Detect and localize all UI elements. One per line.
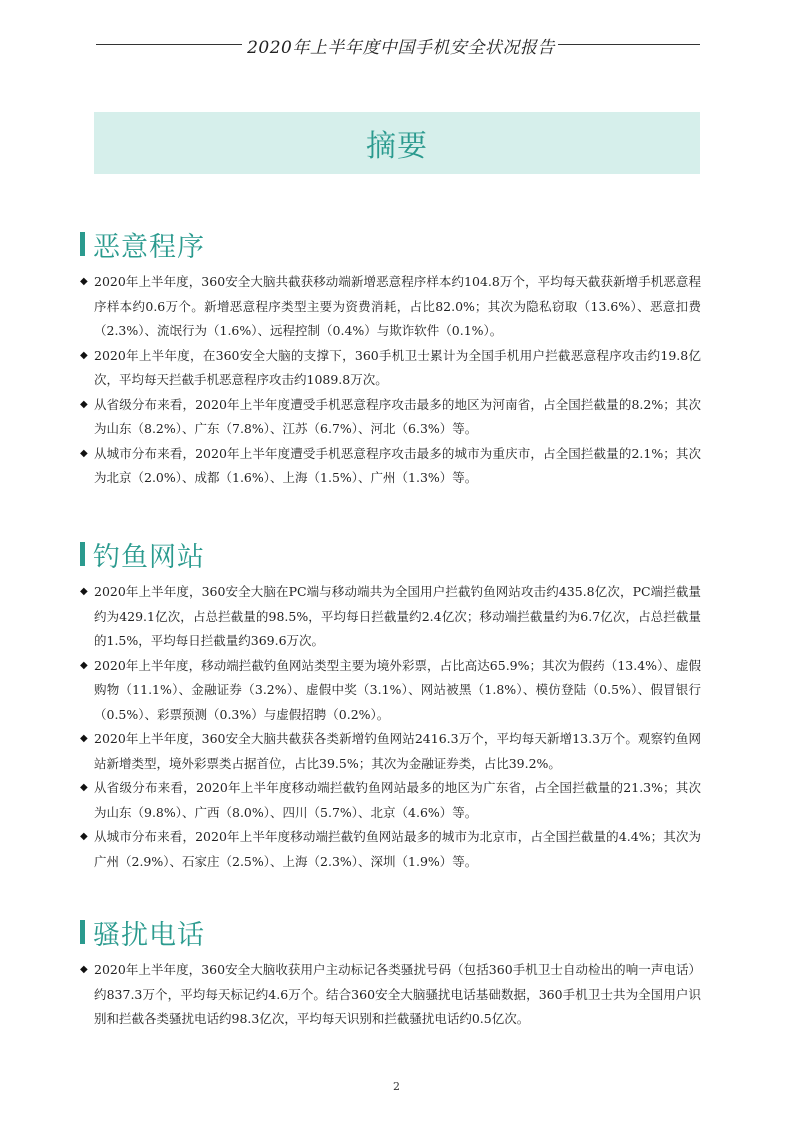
section-heading — [80, 228, 702, 263]
bullet-text: 从城市分布来看，2020年上半年度遭受手机恶意程序攻击最多的城市为重庆市，占全国拦截量的2.1%；其次为北京（2.0%）、成都（1.6%）、上海（1.5%）、广州（1.3%）等。 — [94, 445, 701, 485]
list-item — [80, 727, 702, 776]
diamond-bullet-icon: ◆ — [80, 964, 88, 975]
diamond-bullet-icon: ◆ — [80, 447, 88, 459]
diamond-bullet-icon: ◆ — [80, 782, 88, 793]
section-heading — [80, 538, 702, 573]
bullet-text: 2020年上半年度，360安全大脑共截获移动端新增恶意程序样本约104.8万个，平均每天截获新增手机恶意程序样本约0.6万个。新增恶意程序类型主要为资费消耗，占比82.0%；其次为隐私窃取（13.6%）、恶意扣费（2.3%）、流氓行为（1.6%）、远程控制（0.4%）与欺诈软件（0.1%）。 — [94, 274, 701, 338]
header-rule-right — [558, 44, 700, 45]
section-heading — [80, 916, 702, 951]
list-item — [80, 776, 702, 825]
summary-banner — [94, 112, 700, 174]
diamond-bullet-icon: ◆ — [80, 586, 88, 597]
section-title: 恶意程序 — [93, 231, 205, 263]
diamond-bullet-icon: ◆ — [80, 276, 88, 287]
bullet-text: 2020年上半年度，360安全大脑收获用户主动标记各类骚扰号码（包括360手机卫士自动检出的响一声电话）约837.3万个，平均每天标记约4.6万个。结合360安全大脑骚扰电话基础数据，360手机卫士共为全国用户识别和拦截各类骚扰电话约98.3亿次，平均每天识别和拦截骚扰电话约0.5亿次。 — [94, 962, 701, 1026]
diamond-bullet-icon: ◆ — [80, 398, 88, 410]
list-item — [80, 958, 702, 1032]
bullet-text: 2020年上半年度，移动端拦截钓鱼网站类型主要为境外彩票，占比高达65.9%；其次为假药（13.4%）、虚假购物（11.1%）、金融证券（3.2%）、虚假中奖（3.1%）、网站被黑（1.8%）、模仿登陆（0.5%）、假冒银行（0.5%）、彩票预测（0.3%）与虚假招聘（0.2%）。 — [94, 657, 701, 722]
bullet-text: 从省级分布来看，2020年上半年度移动端拦截钓鱼网站最多的地区为广东省，占全国拦截量的21.3%；其次为山东（9.8%）、广西（8.0%）、四川（5.7%）、北京（4.6%）等。 — [94, 780, 701, 820]
page-header — [96, 30, 700, 60]
page-number: 2 — [393, 1080, 400, 1093]
section-marker — [80, 232, 85, 256]
diamond-bullet-icon: ◆ — [80, 831, 88, 842]
bullet-text: 2020年上半年度，在360安全大脑的支撑下，360手机卫士累计为全国手机用户拦截恶意程序攻击约19.8亿次，平均每天拦截手机恶意程序攻击约1089.8万次。 — [94, 347, 701, 387]
list-item — [80, 393, 702, 442]
section-phishing — [80, 538, 702, 874]
diamond-bullet-icon: ◆ — [80, 733, 88, 744]
section-harassment-calls — [80, 916, 702, 1032]
bullet-text: 从城市分布来看，2020年上半年度移动端拦截钓鱼网站最多的城市为北京市，占全国拦截量的4.4%；其次为广州（2.9%）、石家庄（2.5%）、上海（2.3%）、深圳（1.9%）等。 — [94, 829, 701, 869]
list-item — [80, 580, 702, 654]
list-item — [80, 344, 702, 393]
summary-title: 摘要 — [366, 129, 428, 164]
report-title: 2020年上半年度中国手机安全状况报告 — [247, 38, 555, 58]
list-item — [80, 825, 702, 874]
section-marker — [80, 920, 85, 944]
bullet-text: 2020年上半年度，360安全大脑在PC端与移动端共为全国用户拦截钓鱼网站攻击约435.8亿次，PC端拦截量约为429.1亿次，占总拦截量的98.5%，平均每日拦截量约2.4亿次；移动端拦截量约为6.7亿次，占总拦截量的1.5%，平均每日拦截量约369.6万次。 — [94, 584, 701, 648]
bullet-text: 从省级分布来看，2020年上半年度遭受手机恶意程序攻击最多的地区为河南省，占全国拦截量的8.2%；其次为山东（8.2%）、广东（7.8%）、江苏（6.7%）、河北（6.3%）等。 — [94, 396, 701, 436]
list-item — [80, 442, 702, 491]
section-title: 钓鱼网站 — [93, 541, 205, 573]
bullet-text: 2020年上半年度，360安全大脑共截获各类新增钓鱼网站2416.3万个，平均每天新增13.3万个。观察钓鱼网站新增类型，境外彩票类占据首位，占比39.5%；其次为金融证券类，占比39.2%。 — [94, 731, 701, 771]
diamond-bullet-icon: ◆ — [80, 659, 88, 671]
list-item — [80, 654, 702, 728]
list-item — [80, 270, 702, 344]
diamond-bullet-icon: ◆ — [80, 349, 88, 361]
header-rule-left — [96, 44, 242, 45]
section-malware — [80, 228, 702, 491]
section-marker — [80, 542, 85, 566]
section-title: 骚扰电话 — [93, 919, 205, 951]
